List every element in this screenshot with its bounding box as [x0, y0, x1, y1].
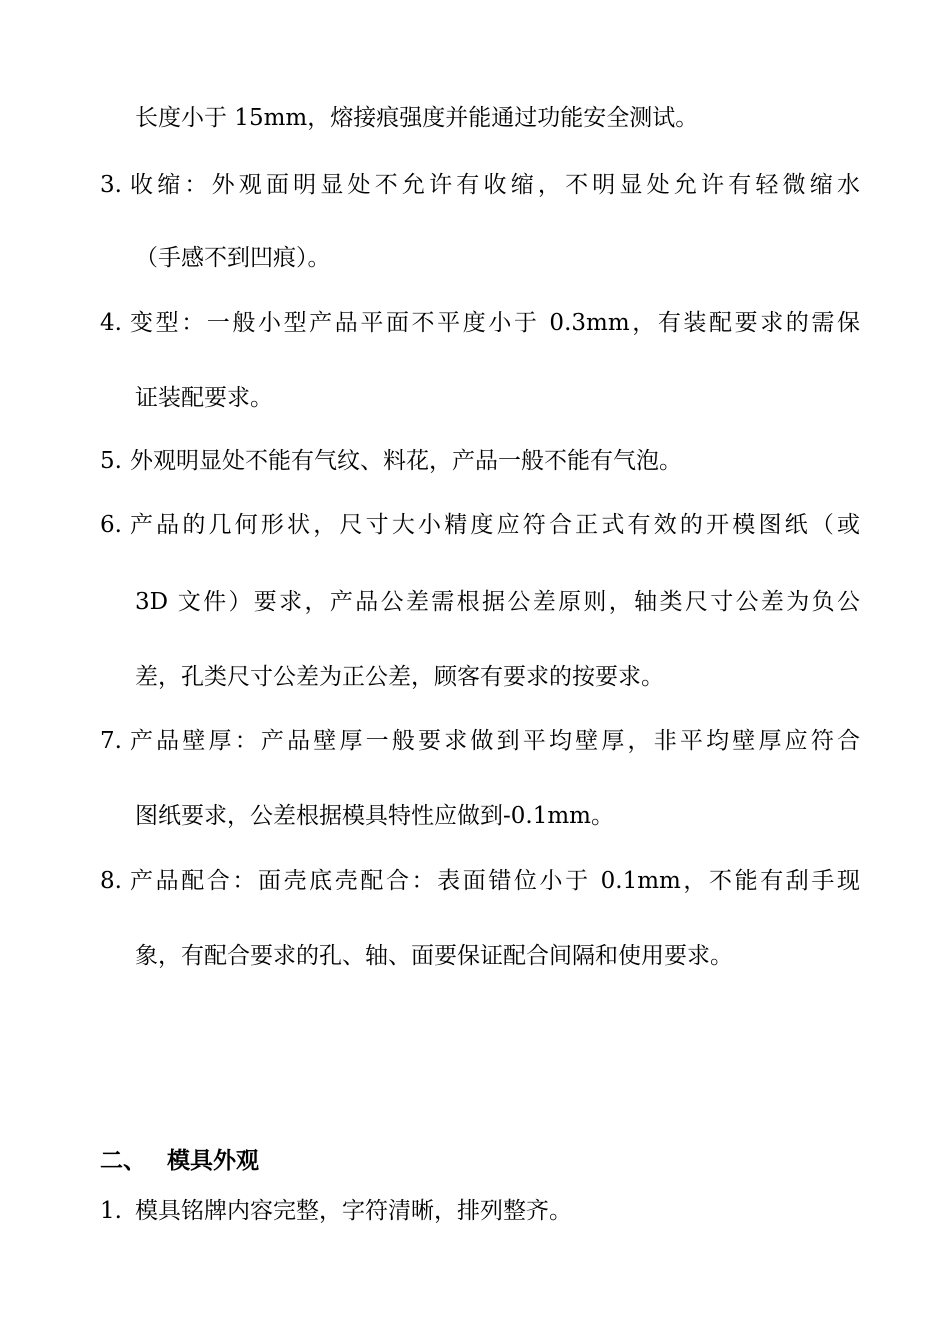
text-line: （手感不到凹痕）。 [135, 245, 331, 271]
list-number: 8. [100, 868, 122, 894]
list-item-text: 外观明显处不能有气纹、料花，产品一般不能有气泡。 [130, 448, 682, 474]
text-line: 长度小于 15mm，熔接痕强度并能通过功能安全测试。 [135, 105, 699, 131]
list-number: 6. [100, 512, 122, 538]
list-item-text: 收缩：外观面明显处不允许有收缩，不明显处允许有轻微缩水 [130, 172, 860, 198]
section-number: 二、 [100, 1148, 146, 1174]
list-number: 3. [100, 172, 122, 198]
list-item-text: 产品配合：面壳底壳配合：表面错位小于 0.1mm，不能有刮手现 [130, 868, 860, 894]
list-item-text: 产品的几何形状，尺寸大小精度应符合正式有效的开模图纸（或 [130, 512, 860, 538]
text-line: 象，有配合要求的孔、轴、面要保证配合间隔和使用要求。 [135, 943, 733, 969]
list-item-text: 变型：一般小型产品平面不平度小于 0.3mm，有装配要求的需保 [130, 310, 860, 336]
text-line: 证装配要求。 [135, 385, 273, 411]
list-item-text: 模具铭牌内容完整，字符清晰，排列整齐。 [135, 1198, 572, 1224]
list-number: 4. [100, 310, 122, 336]
list-number: 7. [100, 728, 122, 754]
text-line: 差，孔类尺寸公差为正公差，顾客有要求的按要求。 [135, 664, 664, 690]
list-item-text: 产品壁厚：产品壁厚一般要求做到平均壁厚，非平均壁厚应符合 [130, 728, 860, 754]
section-title: 模具外观 [167, 1148, 259, 1174]
list-number: 1. [100, 1198, 122, 1224]
text-line: 图纸要求，公差根据模具特性应做到-0.1mm。 [135, 803, 614, 829]
list-number: 5. [100, 448, 122, 474]
text-line: 3D 文件）要求，产品公差需根据公差原则，轴类尺寸公差为负公 [135, 589, 860, 615]
